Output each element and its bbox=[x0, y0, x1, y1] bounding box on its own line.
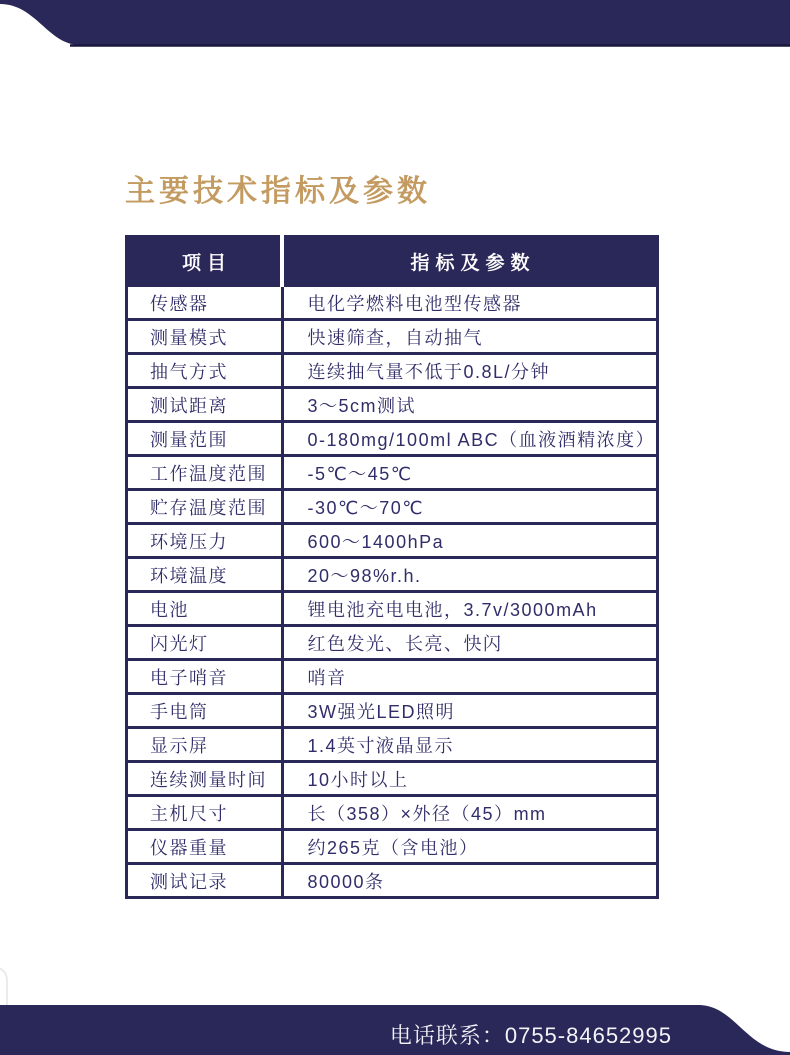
spec-value-cell: 电化学燃料电池型传感器 bbox=[282, 286, 658, 320]
spec-value-cell: 3～5cm测试 bbox=[282, 388, 658, 422]
table-row bbox=[127, 694, 658, 728]
spec-item-cell: 手电筒 bbox=[127, 694, 283, 728]
table-row bbox=[127, 286, 658, 320]
table-row bbox=[127, 626, 658, 660]
table-row bbox=[127, 320, 658, 354]
spec-item-cell: 电池 bbox=[127, 592, 283, 626]
table-row bbox=[127, 524, 658, 558]
header-row bbox=[127, 237, 658, 286]
table-row bbox=[127, 592, 658, 626]
table-row bbox=[127, 660, 658, 694]
spec-item-cell: 环境压力 bbox=[127, 524, 283, 558]
spec-item-cell: 抽气方式 bbox=[127, 354, 283, 388]
spec-value-cell: 长（358）×外径（45）mm bbox=[282, 796, 658, 830]
table-row bbox=[127, 728, 658, 762]
spec-value-cell: 10小时以上 bbox=[282, 762, 658, 796]
spec-item-cell: 工作温度范围 bbox=[127, 456, 283, 490]
spec-item-cell: 电子哨音 bbox=[127, 660, 283, 694]
footer-contact-text: 电话联系：0755-84652995 bbox=[389, 1023, 672, 1048]
spec-value-cell: 快速筛查，自动抽气 bbox=[282, 320, 658, 354]
spec-value-cell: 约265克（含电池） bbox=[282, 830, 658, 864]
spec-item-cell: 连续测量时间 bbox=[127, 762, 283, 796]
spec-item-cell: 传感器 bbox=[127, 286, 283, 320]
spec-value-cell: 哨音 bbox=[282, 660, 658, 694]
spec-value-cell: -5℃～45℃ bbox=[282, 456, 658, 490]
spec-value-cell: 连续抽气量不低于0.8L/分钟 bbox=[282, 354, 658, 388]
table-row bbox=[127, 490, 658, 524]
top-wave-band bbox=[0, 0, 790, 47]
spec-value-cell: 600～1400hPa bbox=[282, 524, 658, 558]
spec-value-cell: 80000条 bbox=[282, 864, 658, 898]
spec-item-cell: 测量范围 bbox=[127, 422, 283, 456]
spec-table-body bbox=[127, 286, 658, 898]
spec-value-cell: -30℃～70℃ bbox=[282, 490, 658, 524]
table-row bbox=[127, 388, 658, 422]
spec-item-cell: 测试记录 bbox=[127, 864, 283, 898]
table-row bbox=[127, 796, 658, 830]
spec-value-cell: 锂电池充电电池，3.7v/3000mAh bbox=[282, 592, 658, 626]
column-header-item: 项目 bbox=[127, 237, 283, 286]
spec-item-cell: 贮存温度范围 bbox=[127, 490, 283, 524]
table-row bbox=[127, 762, 658, 796]
spec-value-cell: 20～98%r.h. bbox=[282, 558, 658, 592]
spec-table bbox=[125, 235, 659, 899]
table-row bbox=[127, 456, 658, 490]
spec-item-cell: 显示屏 bbox=[127, 728, 283, 762]
spec-item-cell: 闪光灯 bbox=[127, 626, 283, 660]
spec-item-cell: 测量模式 bbox=[127, 320, 283, 354]
spec-value-cell: 3W强光LED照明 bbox=[282, 694, 658, 728]
spec-item-cell: 主机尺寸 bbox=[127, 796, 283, 830]
spec-table-header bbox=[127, 237, 658, 286]
spec-value-cell: 红色发光、长亮、快闪 bbox=[282, 626, 658, 660]
spec-value-cell: 1.4英寸液晶显示 bbox=[282, 728, 658, 762]
table-row bbox=[127, 558, 658, 592]
spec-value-cell: 0-180mg/100ml ABC（血液酒精浓度） bbox=[282, 422, 658, 456]
table-row bbox=[127, 354, 658, 388]
page-title: 主要技术指标及参数 bbox=[125, 175, 431, 208]
spec-item-cell: 仪器重量 bbox=[127, 830, 283, 864]
table-row bbox=[127, 864, 658, 898]
table-row bbox=[127, 830, 658, 864]
column-header-value: 指标及参数 bbox=[282, 237, 658, 286]
spec-item-cell: 环境温度 bbox=[127, 558, 283, 592]
table-row bbox=[127, 422, 658, 456]
spec-item-cell: 测试距离 bbox=[127, 388, 283, 422]
